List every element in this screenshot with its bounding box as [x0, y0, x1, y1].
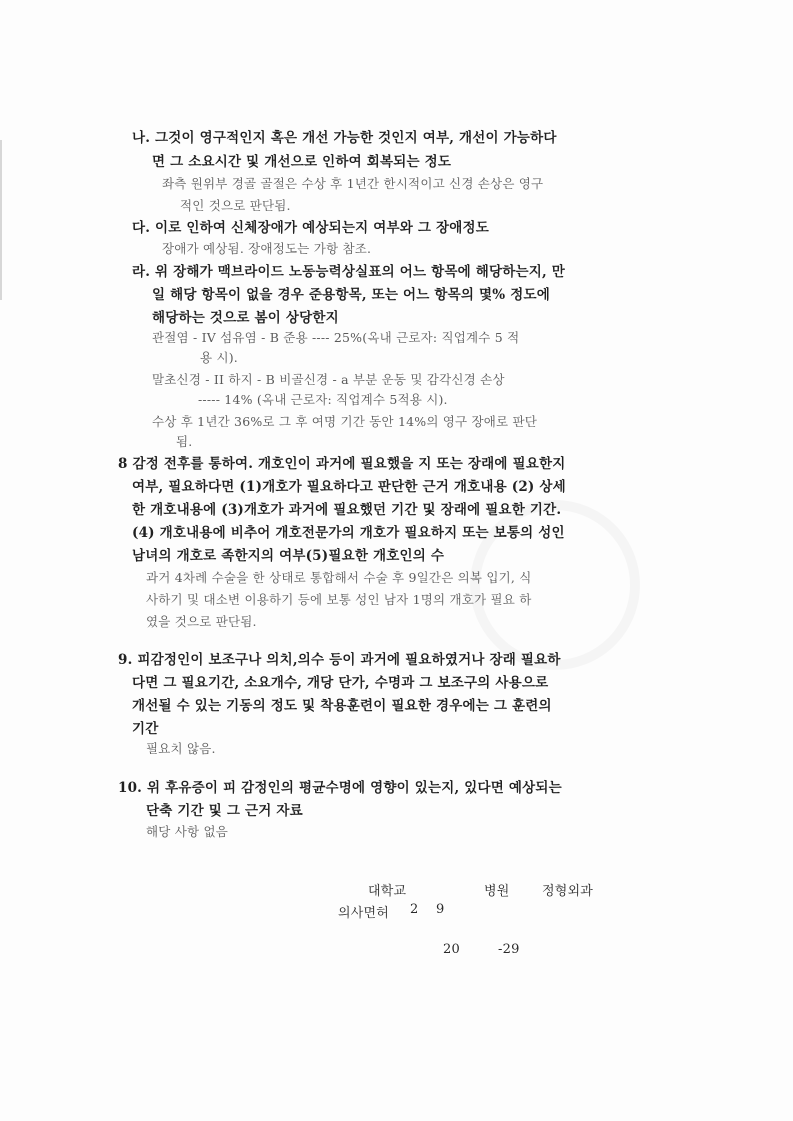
- signature-license-digit-2: 9: [436, 902, 445, 917]
- section-10-question-line-2: 단축 기간 및 그 근거 자료: [146, 803, 303, 819]
- section-9-question-line-4: 기간: [132, 721, 159, 737]
- section-10-question-line-1: 10. 위 후유증이 피 감정인의 평균수명에 영향이 있는지, 있다면 예상되는: [118, 780, 562, 796]
- section-8-question-line-4: (4) 개호내용에 비추어 개호전문가의 개호가 필요하지 또는 보통의 성인: [132, 525, 565, 541]
- section-8-question-line-3: 한 개호내용에 (3)개호가 과거에 필요했던 기간 및 장래에 필요한 기간.: [132, 502, 562, 518]
- section-ra-answer-line-4: ----- 14% (옥내 근로자: 직업계수 5적용 시).: [198, 392, 448, 407]
- section-8-question-line-2: 여부, 필요하다면 (1)개호가 필요하다고 판단한 근거 개호내용 (2) 상세: [132, 479, 566, 495]
- section-ra-answer-line-3: 말초신경 - II 하지 - B 비골신경 - a 부분 운동 및 감각신경 손상: [152, 372, 505, 387]
- signature-hospital: 병원: [484, 884, 510, 899]
- section-8-answer-line-2: 사하기 및 대소변 이용하기 등에 보통 성인 남자 1명의 개호가 필요 하: [146, 592, 532, 607]
- section-8-question-line-5: 남녀의 개호로 족한지의 여부(5)필요한 개호인의 수: [132, 548, 445, 564]
- signature-date-part-1: 20: [443, 942, 460, 957]
- section-na-question-line-1: 나. 그것이 영구적인지 혹은 개선 가능한 것인지 여부, 개선이 가능하다: [132, 130, 557, 146]
- section-9-question-line-3: 개선될 수 있는 기동의 정도 및 착용훈련이 필요한 경우에는 그 훈련의: [132, 698, 552, 714]
- section-ra-question-line-3: 해당하는 것으로 봄이 상당한지: [152, 310, 339, 326]
- section-da-answer-line-1: 장애가 예상됨. 장애정도는 가항 참조.: [162, 241, 372, 256]
- section-ra-answer-line-6: 됨.: [176, 434, 193, 449]
- section-na-answer-line-2: 적인 것으로 판단됨.: [180, 198, 291, 213]
- section-8-question-line-1: 8 감정 전후를 통하여. 개호인이 과거에 필요했을 지 또는 장래에 필요한지: [118, 456, 566, 472]
- signature-date-part-2: -29: [498, 942, 520, 957]
- section-ra-question-line-2: 일 해당 항목이 없을 경우 준용항목, 또는 어느 항목의 몇% 정도에: [152, 287, 550, 303]
- section-na-answer-line-1: 좌측 원위부 경골 골절은 수상 후 1년간 한시적이고 신경 손상은 영구: [162, 176, 544, 191]
- section-8-answer-line-3: 였을 것으로 판단됨.: [146, 614, 257, 629]
- section-ra-question-line-1: 라. 위 장해가 맥브라이드 노동능력상실표의 어느 항목에 해당하는지, 만: [132, 264, 565, 280]
- section-10-answer-line-1: 해당 사항 없음: [146, 824, 228, 839]
- section-ra-answer-line-2: 용 시).: [200, 350, 238, 365]
- signature-department: 정형외과: [542, 884, 594, 899]
- section-da-question-line-1: 다. 이로 인하여 신체장애가 예상되는지 여부와 그 장애정도: [132, 220, 489, 236]
- section-na-question-line-2: 면 그 소요시간 및 개선으로 인하여 회복되는 정도: [152, 154, 452, 170]
- signature-license-label: 의사면허: [338, 906, 390, 921]
- scan-edge-mark: [0, 140, 2, 300]
- signature-license-digit-1: 2: [410, 902, 419, 917]
- section-9-answer-line-1: 필요치 않음.: [146, 741, 216, 756]
- signature-university: 대학교: [368, 884, 407, 899]
- section-ra-answer-line-5: 수상 후 1년간 36%로 그 후 여명 기간 동안 14%의 영구 장애로 판단: [152, 414, 538, 429]
- section-ra-answer-line-1: 관절염 - IV 섬유염 - B 준용 ---- 25%(옥내 근로자: 직업계수 5 적: [152, 330, 520, 345]
- section-8-answer-line-1: 과거 4차례 수술을 한 상태로 통합해서 수술 후 9일간은 의복 입기, 식: [146, 570, 532, 585]
- section-9-question-line-1: 9. 피감정인이 보조구나 의치,의수 등이 과거에 필요하였거나 장래 필요하: [118, 652, 561, 668]
- section-9-question-line-2: 다면 그 필요기간, 소요개수, 개당 단가, 수명과 그 보조구의 사용으로: [132, 675, 549, 691]
